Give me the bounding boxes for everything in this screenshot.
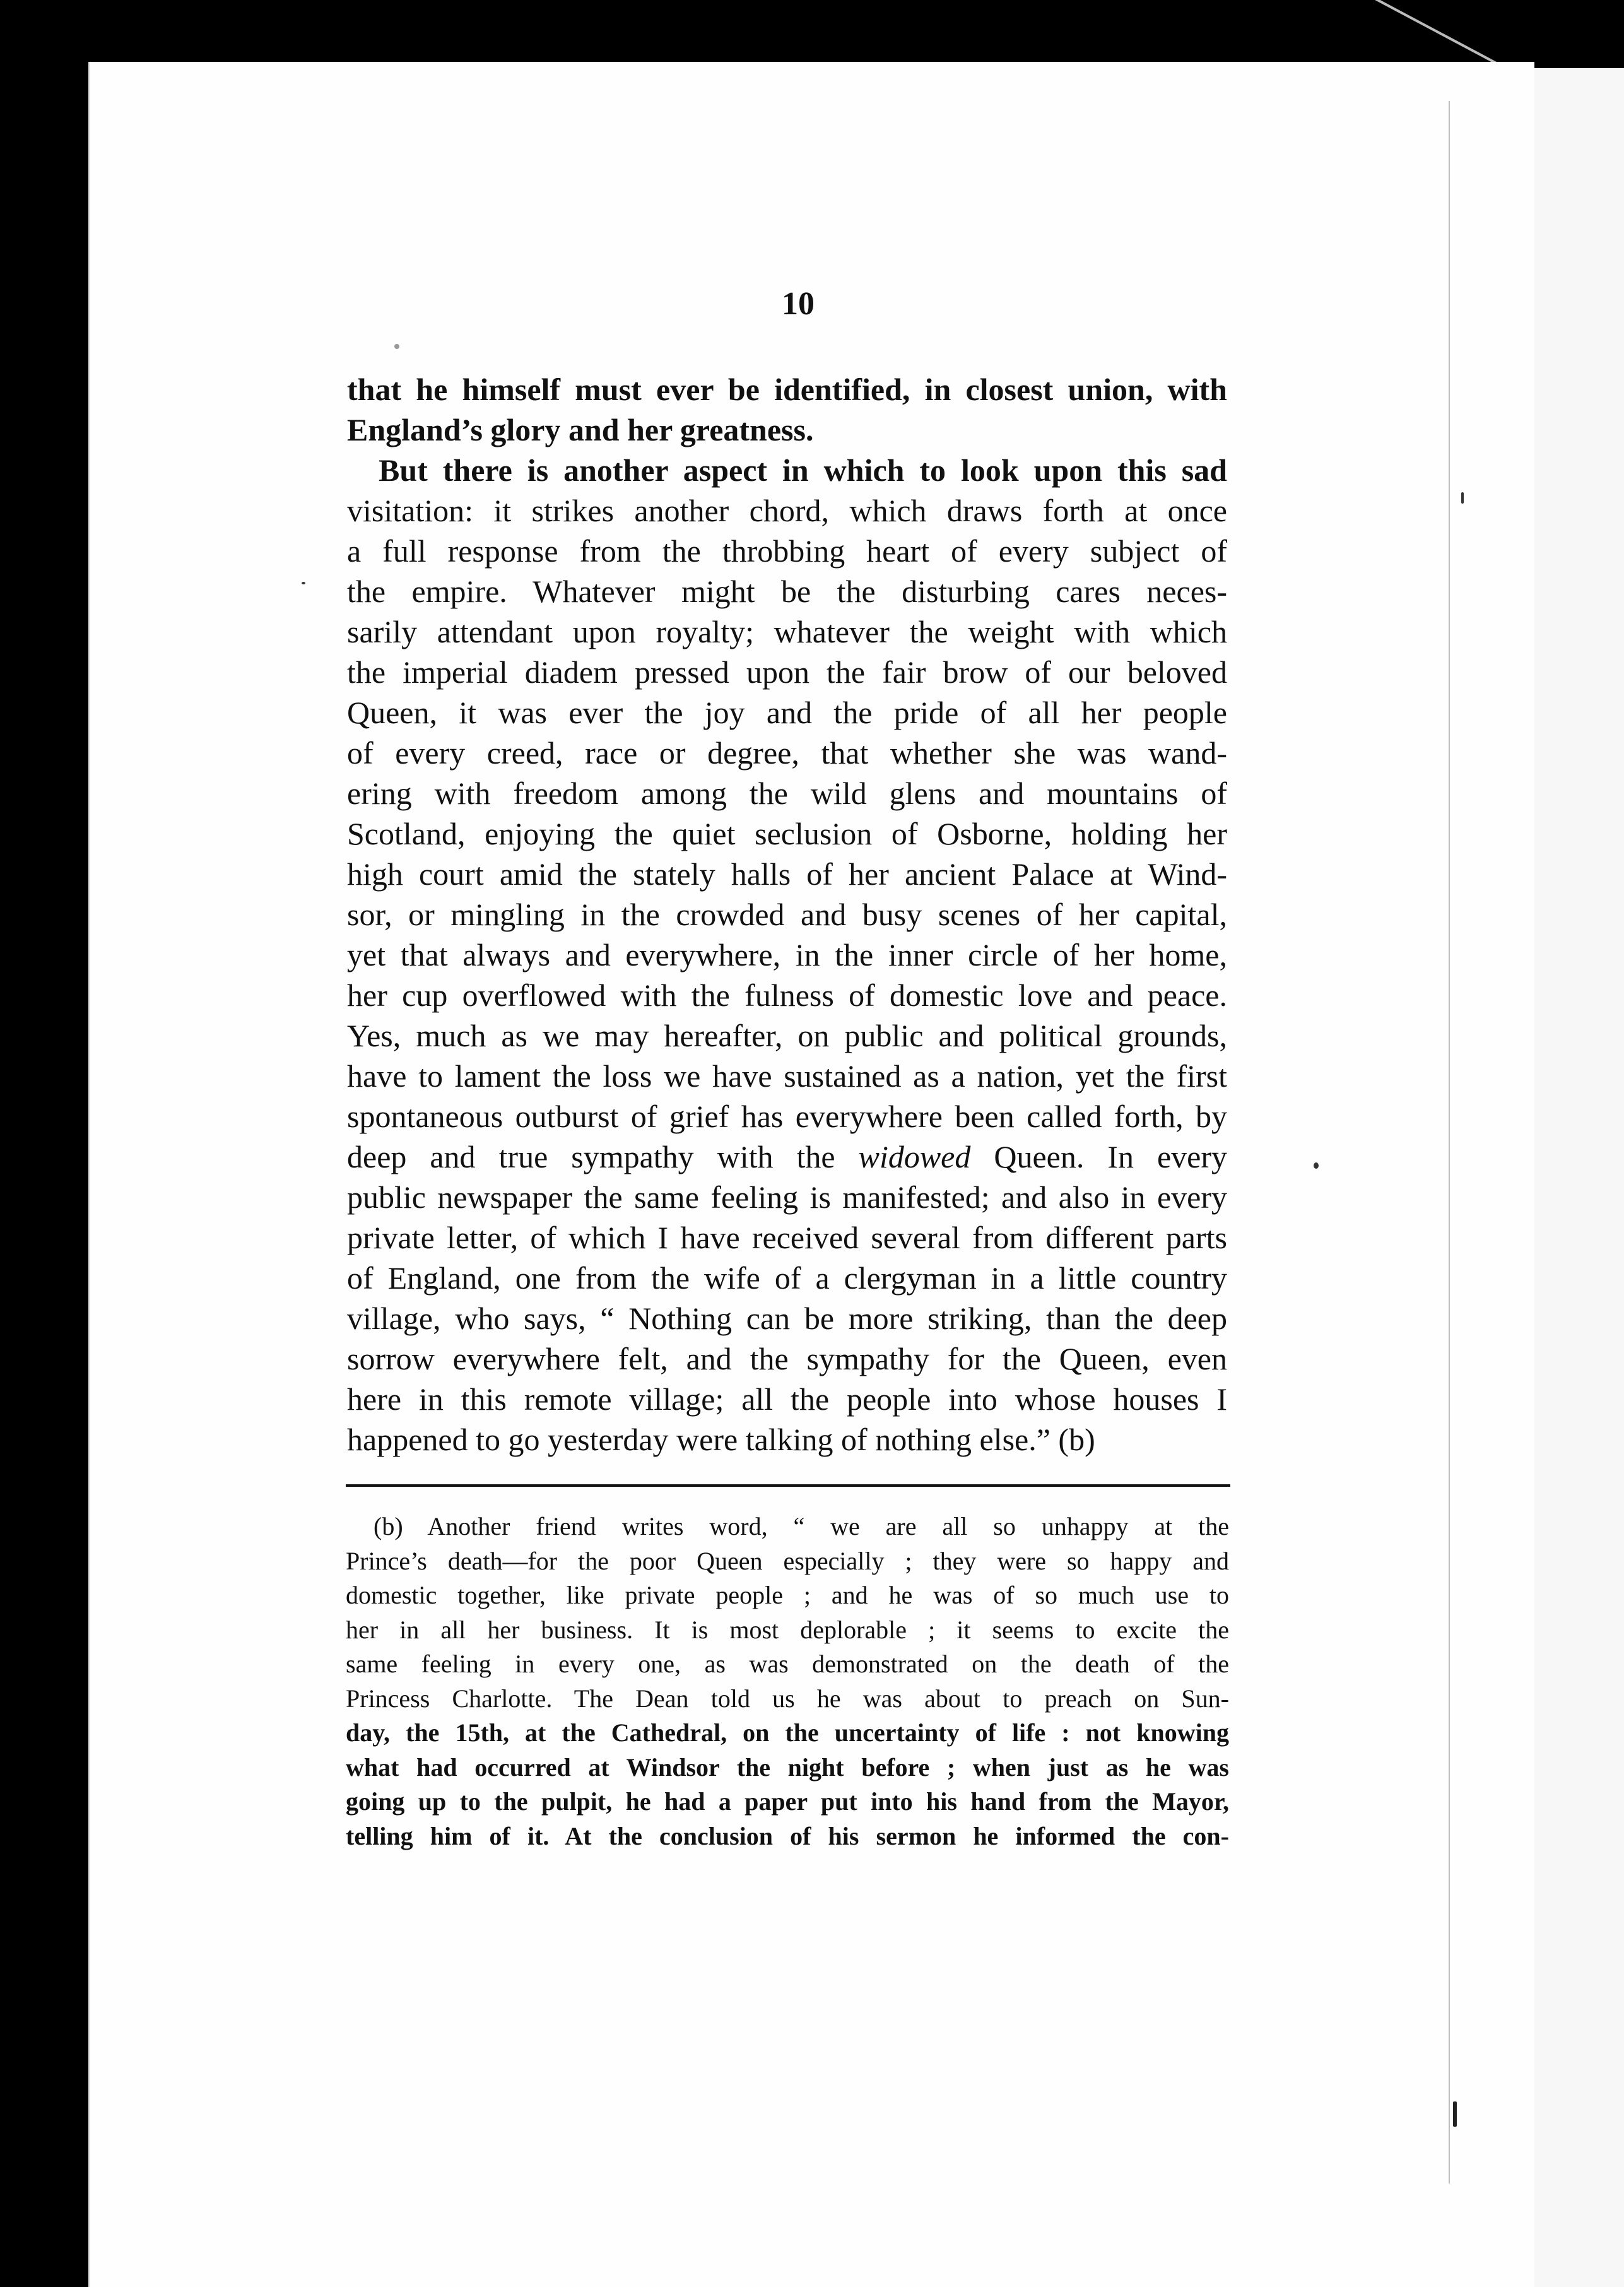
scan-speck [1461, 492, 1464, 504]
text-line: the imperial diadem pressed upon the fair brow of our beloved [347, 654, 1227, 690]
page-fold-line [1449, 101, 1450, 2184]
footnote-line: day, the 15th, at the Cathedral, on the uncertainty of life : not knowing [346, 1718, 1229, 1747]
text-line: But there is another aspect in which to look upon this sad [379, 452, 1227, 488]
footnote-line: going up to the pulpit, he had a paper put into his hand from the Mayor, [346, 1787, 1229, 1816]
text-line: public newspaper the same feeling is manifested; and also in every [347, 1179, 1227, 1215]
text-line: Scotland, enjoying the quiet seclusion of Osborne, holding her [347, 816, 1227, 851]
page-number: 10 [782, 286, 815, 322]
text-line: ering with freedom among the wild glens and mountains of [347, 776, 1227, 811]
footnote-line: Princess Charlotte. The Dean told us he was about to preach on Sun- [346, 1684, 1229, 1713]
footnote-line: same feeling in every one, as was demonstrated on the death of the [346, 1650, 1229, 1678]
italic-word: widowed [858, 1139, 971, 1174]
text-line: here in this remote village; all the people into whose houses I [347, 1381, 1227, 1417]
text-line: the empire. Whatever might be the disturbing cares neces- [347, 574, 1227, 609]
text-line: yet that always and everywhere, in the inner circle of her home, [347, 937, 1227, 972]
text-line: have to lament the loss we have sustained as a nation, yet the first [347, 1058, 1227, 1094]
text-fragment: deep and true sympathy with the [347, 1139, 835, 1174]
text-line: her cup overflowed with the fulness of domestic love and peace. [347, 978, 1227, 1013]
text-line: of England, one from the wife of a clergyman in a little country [347, 1260, 1227, 1296]
text-line: spontaneous outburst of grief has everywhere been called forth, by [347, 1099, 1227, 1134]
footnote-line: (b) Another friend writes word, “ we are all so unhappy at the [374, 1512, 1229, 1540]
text-line: sarily attendant upon royalty; whatever the weight with which [347, 614, 1227, 649]
text-line: that he himself must ever be identified, in closest union, with [347, 372, 1227, 407]
text-line: private letter, of which I have received several from different parts [347, 1220, 1227, 1255]
text-line: England’s glory and her greatness. [347, 412, 814, 447]
scan-speck [394, 344, 399, 349]
scan-speck [302, 582, 305, 584]
text-line: sorrow everywhere felt, and the sympathy for the Queen, even [347, 1341, 1227, 1376]
text-line: sor, or mingling in the crowded and busy scenes of her capital, [347, 897, 1227, 932]
text-line: Queen, it was ever the joy and the pride of all her people [347, 695, 1227, 730]
body-text [347, 369, 1227, 1460]
scan-speck [1453, 2101, 1457, 2127]
scan-speck [1314, 1162, 1319, 1169]
footnote-line: her in all her business. It is most deplorable ; it seems to excite the [346, 1615, 1229, 1644]
footnote-line: telling him of it. At the conclusion of his sermon he informed the con- [346, 1821, 1229, 1850]
footnote-line: what had occurred at Windsor the night before ; when just as he was [346, 1752, 1229, 1782]
text-line: Yes, much as we may hereafter, on public and political grounds, [347, 1018, 1227, 1053]
footnote [346, 1510, 1229, 1853]
text-line-with-italic [347, 1137, 1227, 1177]
footnote-line: domestic together, like private people ; and he was of so much use to [346, 1581, 1229, 1609]
text-fragment: Queen. In every [994, 1139, 1228, 1174]
text-line: visitation: it strikes another chord, which draws forth at once [347, 493, 1227, 528]
text-line: village, who says, “ Nothing can be more striking, than the deep [347, 1301, 1227, 1336]
text-line: a full response from the throbbing heart of every subject of [347, 533, 1227, 569]
footnote-line: Prince’s death—for the poor Queen especially ; they were so happy and [346, 1546, 1229, 1575]
text-line: happened to go yesterday were talking of nothing else.” (b) [347, 1422, 1095, 1457]
text-line: of every creed, race or degree, that whether she was wand- [347, 735, 1227, 771]
footnote-divider [346, 1484, 1230, 1487]
text-line: high court amid the stately halls of her ancient Palace at Wind- [347, 856, 1227, 892]
